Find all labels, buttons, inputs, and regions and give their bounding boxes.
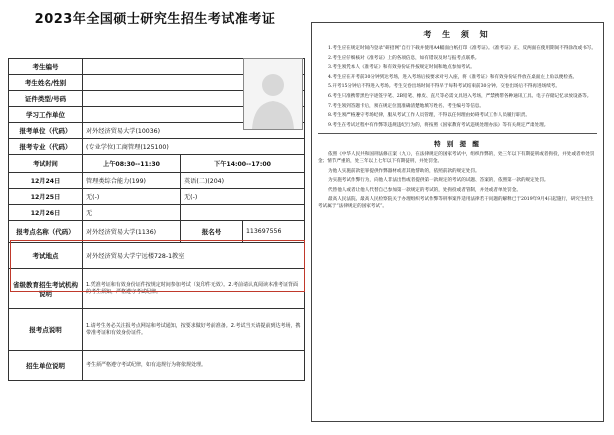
- tip-item: 为实施考试作弊行为，向他人非法出售或者提供第一款规定的考试的试题、答案的，依照第一款的规定处罚。: [328, 178, 549, 184]
- admission-ticket-title: 2023年全国硕士研究生招生考试准考证: [34, 12, 276, 27]
- date-row-2: 12月25日: [9, 189, 83, 205]
- date-row-3: 12月26日: [9, 205, 83, 221]
- point-label: 报考点说明: [9, 309, 83, 351]
- pm-header: 下午14:00--17:00: [181, 155, 305, 173]
- notice-item: 5.开考15分钟后不得进入考场。考生交卷出场时间不得早于每科考试结束前30分钟。交卷出场后不得再进场续考。: [328, 84, 560, 90]
- notice-panel: [311, 22, 604, 422]
- notice-item: 1.考生应在规定时间内登录“研招网”自行下载并使用A4幅面白纸打印《准考证》。《准考证》正、反两面在使用期间不得涂改或书写。: [328, 46, 596, 51]
- notice-item: 4.考生应在开考前30分钟到达考场，进入考场后按要求对号入座，将《准考证》和有效身份证件放在桌面左上角以便检查。: [328, 74, 578, 80]
- pm-subject-2: 无(-): [181, 189, 305, 205]
- tip-item: 为他人实施前款犯罪提供作弊器材或者其他帮助的，依照前款的规定处罚。: [328, 168, 480, 174]
- photo-placeholder: [243, 58, 303, 130]
- province-text: 1.凭准考证和有效身份证件按规定时间参加考试（复印件无效）。2.考前请认真阅读本准考证背面的考生须知，严格遵守考试纪律。: [83, 269, 305, 309]
- tip-item: 代替他人或者让他人代替自己参加第一款规定的考试的，处拘役或者管制，并处或者单处罚金。: [328, 187, 521, 193]
- notice-item: 7.考生领到答题卡后，须在规定位置准确清楚地填写姓名、考生编号等信息。: [328, 103, 484, 109]
- am-subject-1: 管理类综合能力(199): [83, 173, 181, 189]
- am-subject-3: 无: [83, 205, 181, 221]
- exam-place-value: 对外经济贸易大学宁远楼728-1教室: [83, 243, 305, 269]
- divider: [318, 133, 597, 134]
- notice-item: 2.考生应仔细核对《准考证》上的各项信息，如有错误及时与报考点联系。: [328, 55, 480, 61]
- school-text: 考生须严格遵守考试纪律，如有违规行为将依规处理。: [83, 351, 305, 381]
- apply-major-label: 报考专业（代码）: [9, 139, 83, 155]
- apply-unit-label: 报考单位（代码）: [9, 123, 83, 139]
- notice-item: 6.考生只准携带黑色字迹签字笔、2B铅笔、橡皮、直尺等必需文具进入考场，严禁携带各种通讯工具、电子存储记忆录放设备等。: [328, 93, 592, 99]
- name-gender-label: 考生姓名/性别: [9, 75, 83, 91]
- am-header: 上午08:30--11:30: [83, 155, 181, 173]
- point-text: 1.请考生务必关注报考点网站和考试通知，按要求做好考前准备。2.考试当天请提前到达考场，携带准考证和有效身份证件。: [83, 309, 305, 351]
- exam-reg-no-value: 113697556: [243, 221, 305, 243]
- exam-point-value: 对外经济贸易大学(1136): [83, 221, 181, 243]
- study-work-label: 学习工作单位: [9, 107, 83, 123]
- notice-item: 8.考生须严格遵守考场纪律，服从考试工作人员管理，不得以任何理由妨碍考试工作人员履行职责。: [328, 113, 530, 119]
- notice-item: 9.考生在考试过程中有作弊等违规违纪行为的，将按照《国家教育考试违规处理办法》等有关规定严肃处理。: [328, 122, 549, 128]
- apply-major-value: (专业学位)工商管理(125100): [83, 139, 305, 155]
- apply-unit-value: 对外经济贸易大学(10036): [83, 123, 305, 139]
- date-row-1: 12月24日: [9, 173, 83, 189]
- school-label: 招生单位说明: [9, 351, 83, 381]
- time-label: 考试时间: [9, 155, 83, 173]
- tip-item: 最高人民法院、最高人民检察院关于办理组织考试作弊等刑事案件适用法律若干问题的解释已于2019年9月4日起施行，研究生招生考试属于“法律规定的国家考试”。: [318, 197, 594, 209]
- pm-subject-1: 英语(二)(204): [181, 173, 305, 189]
- exam-reg-no-label: 报名号: [181, 221, 243, 243]
- tips-title: 特 别 提 醒: [434, 140, 481, 149]
- notice-item: 3.考生须凭本人《准考证》和有效身份证件按规定时间和地点参加考试。: [328, 65, 475, 71]
- province-label: 省级教育招生考试机构说明: [9, 269, 83, 309]
- pm-subject-3: [181, 205, 305, 221]
- id-label: 证件类型/号码: [9, 91, 83, 107]
- notice-title: 考 生 须 知: [423, 29, 492, 39]
- exam-place-label: 考试地点: [9, 243, 83, 269]
- tip-item: 依照《中华人民共和国刑法修正案（九）》，在法律规定的国家考试中，组织作弊的，处三年以下有期徒刑或者拘役，并处或者单处罚金；情节严重的，处三年以上七年以下有期徒刑，并处罚金。: [318, 152, 595, 164]
- person-silhouette-icon: [244, 59, 302, 129]
- am-subject-2: 无(-): [83, 189, 181, 205]
- exam-no-label: 考生编号: [9, 59, 83, 75]
- exam-point-label: 报考点名称（代码）: [9, 221, 83, 243]
